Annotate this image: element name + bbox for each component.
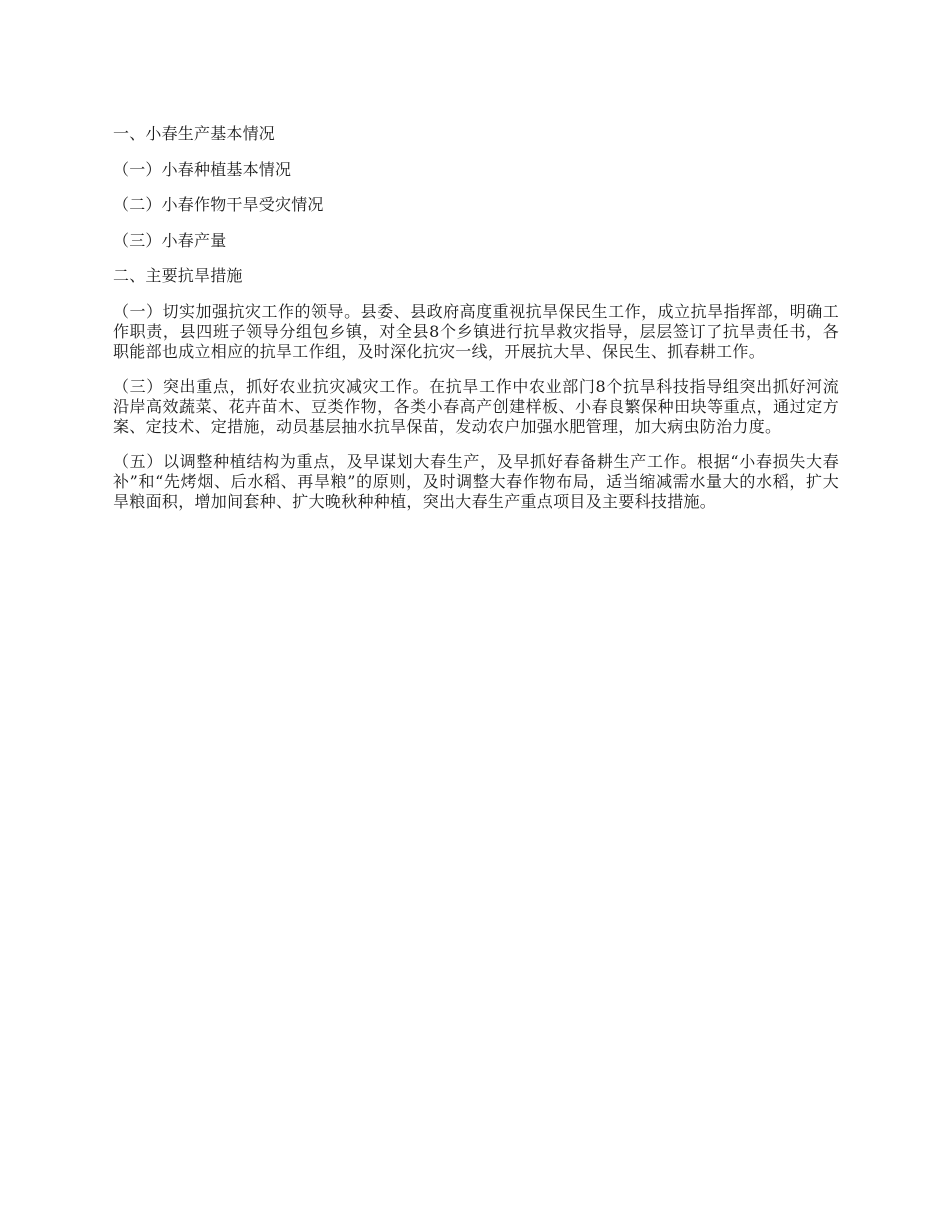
subsection-heading-drought: （二）小春作物干旱受灾情况	[113, 195, 324, 214]
section-heading-1: 一、小春生产基本情况	[113, 124, 276, 143]
subsection-heading-planting: （一）小春种植基本情况	[113, 159, 292, 179]
paragraph-leadership: （一）切实加强抗灾工作的领导。县委、县政府高度重视抗旱保民生工作，成立抗旱指挥部，明确工作职责，县四班子领导分组包乡镇，对全县8个乡镇进行抗旱救灾指导，层层签订了抗旱责任书，各职能部也成立相应的抗旱工作组，及时深化抗灾一线，开展抗大旱、保民生、抓春耕工作。	[113, 301, 839, 361]
section-heading-2: 二、主要抗旱措施	[113, 266, 243, 285]
paragraph-planting-structure: （五）以调整种植结构为重点，及早谋划大春生产，及早抓好春备耕生产工作。根据“小春损失大春补”和“先烤烟、后水稻、再旱粮”的原则，及时调整大春作物布局，适当缩减需水量大的水稻，扩大旱粮面积，增加间套种、扩大晚秋种种植，突出大春生产重点项目及主要科技措施。	[113, 451, 839, 511]
paragraph-agriculture: （三）突出重点，抓好农业抗灾减灾工作。在抗旱工作中农业部门8个抗旱科技指导组突出抓好河流沿岸高效蔬菜、花卉苗木、豆类作物，各类小春高产创建样板、小春良繁保种田块等重点，通过定方案、定技术、定措施，动员基层抽水抗旱保苗，发动农户加强水肥管理，加大病虫防治力度。	[113, 376, 839, 436]
subsection-heading-yield: （三）小春产量	[113, 230, 227, 250]
document-body	[113, 124, 839, 527]
